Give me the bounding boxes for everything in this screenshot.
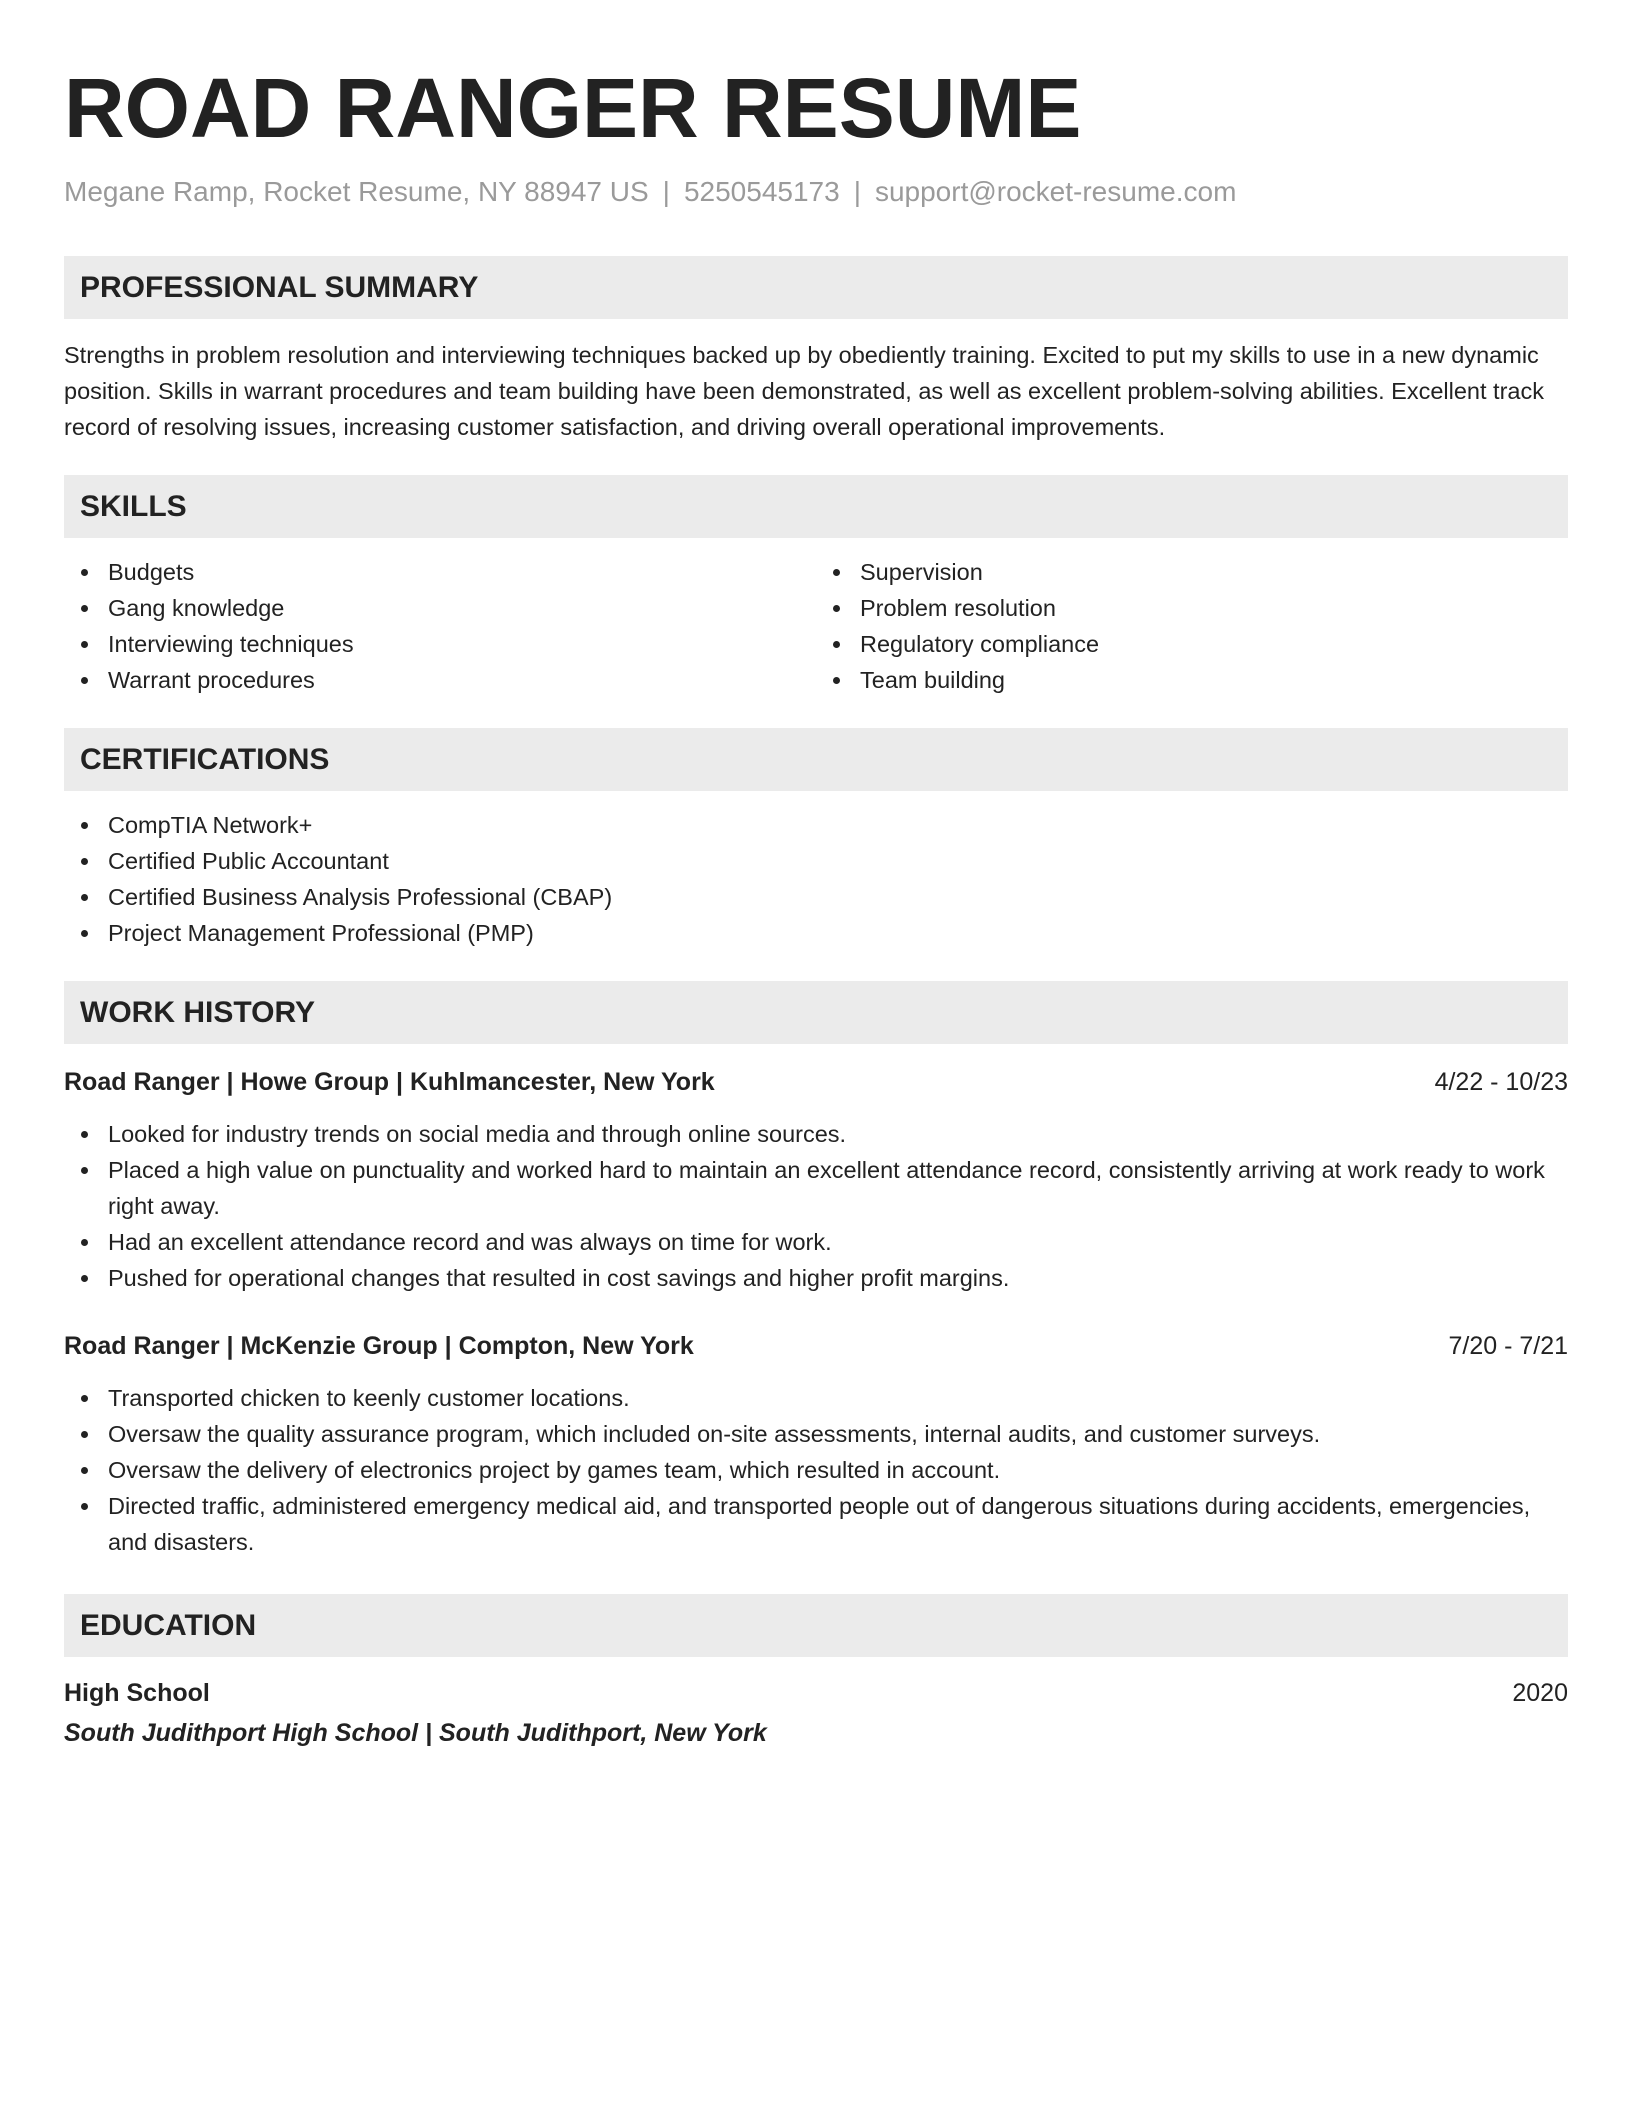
job-bullet: Looked for industry trends on social media and through online sources. <box>64 1116 1568 1152</box>
skill-item: Budgets <box>64 554 816 590</box>
skill-item: Problem resolution <box>816 590 1568 626</box>
job-bullets <box>64 1116 1568 1296</box>
certification-item: Project Management Professional (PMP) <box>64 915 1568 951</box>
skills-list <box>64 554 1568 698</box>
education-year: 2020 <box>1512 1679 1568 1707</box>
job-header <box>64 1328 1568 1364</box>
contact-separator: | <box>853 176 861 207</box>
resume-title: ROAD RANGER RESUME <box>64 61 1082 155</box>
skill-item: Warrant procedures <box>64 662 816 698</box>
skill-item: Team building <box>816 662 1568 698</box>
contact-address: Megane Ramp, Rocket Resume, NY 88947 US <box>64 176 649 207</box>
job-bullets <box>64 1380 1568 1560</box>
job-bullet: Oversaw the delivery of electronics project by games team, which resulted in account. <box>64 1452 1568 1488</box>
section-heading-certifications: CERTIFICATIONS <box>64 728 1568 791</box>
skill-item: Supervision <box>816 554 1568 590</box>
job-bullet: Pushed for operational changes that resulted in cost savings and higher profit margins. <box>64 1260 1568 1296</box>
job-title: Road Ranger | McKenzie Group | Compton, New York <box>64 1332 694 1360</box>
contact-phone: 5250545173 <box>683 176 840 207</box>
contact-separator: | <box>662 176 670 207</box>
skill-item: Gang knowledge <box>64 590 816 626</box>
job-entry <box>64 1328 1568 1560</box>
summary-text: Strengths in problem resolution and interviewing techniques backed up by obediently training. Excited to put my skills to use in a new dynamic position. Skills in warrant procedures and team building have been demonstrated, as well as excellent problem-solving abilities. Excellent track record of resolving issues, increasing customer satisfaction, and driving overall operational improvements. <box>64 342 1544 440</box>
section-heading-education: EDUCATION <box>64 1594 1568 1657</box>
job-bullet: Oversaw the quality assurance program, which included on-site assessments, internal audits, and customer surveys. <box>64 1416 1568 1452</box>
education-school: South Judithport High School | South Judithport, New York <box>64 1719 767 1747</box>
job-bullet: Placed a high value on punctuality and worked hard to maintain an excellent attendance record, consistently arriving at work ready to work right away. <box>64 1152 1568 1224</box>
job-bullet: Transported chicken to keenly customer locations. <box>64 1380 1568 1416</box>
job-header <box>64 1064 1568 1100</box>
certification-item: Certified Public Accountant <box>64 843 1568 879</box>
skill-item: Interviewing techniques <box>64 626 816 662</box>
contact-email: support@rocket-resume.com <box>874 176 1237 207</box>
certifications-list <box>64 807 1568 951</box>
certification-item: Certified Business Analysis Professional (CBAP) <box>64 879 1568 915</box>
certification-item: CompTIA Network+ <box>64 807 1568 843</box>
education-degree: High School <box>64 1679 210 1707</box>
skill-item: Regulatory compliance <box>816 626 1568 662</box>
skills-column-right <box>816 554 1568 698</box>
section-heading-summary: PROFESSIONAL SUMMARY <box>64 256 1568 319</box>
contact-line <box>64 178 1568 206</box>
job-bullet: Directed traffic, administered emergency medical aid, and transported people out of dangerous situations during accidents, emergencies, and disasters. <box>64 1488 1568 1560</box>
education-entry <box>64 1675 1568 1751</box>
job-title: Road Ranger | Howe Group | Kuhlmancester, New York <box>64 1068 715 1096</box>
section-heading-skills: SKILLS <box>64 475 1568 538</box>
job-dates: 7/20 - 7/21 <box>1448 1332 1568 1360</box>
job-dates: 4/22 - 10/23 <box>1434 1068 1568 1096</box>
education-header <box>64 1675 1568 1711</box>
job-bullet: Had an excellent attendance record and was always on time for work. <box>64 1224 1568 1260</box>
section-heading-work-history: WORK HISTORY <box>64 981 1568 1044</box>
job-entry <box>64 1064 1568 1296</box>
skills-column-left <box>64 554 816 698</box>
